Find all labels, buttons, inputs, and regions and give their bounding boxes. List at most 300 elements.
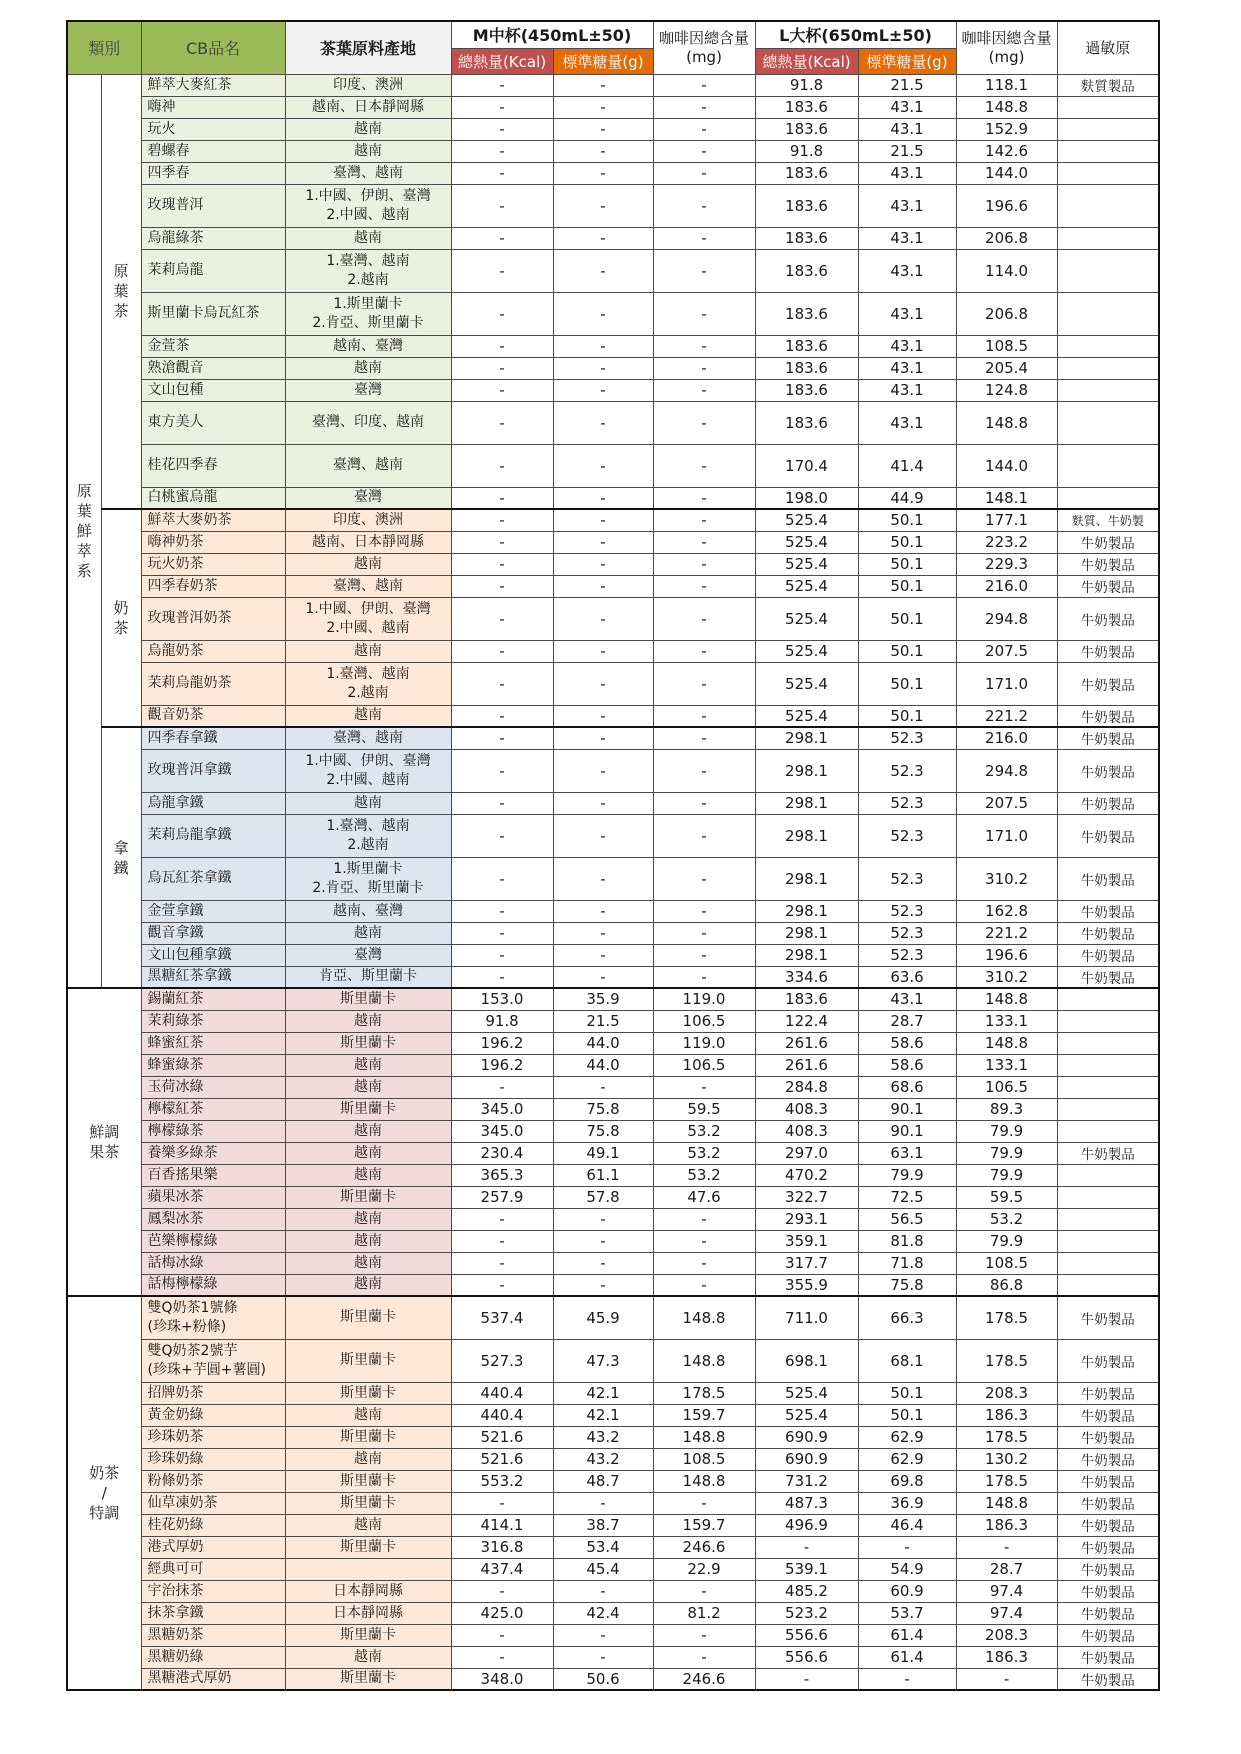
l-caffeine-cell: 108.5 (956, 335, 1057, 357)
m-caffeine-cell: - (653, 857, 755, 900)
m-sugar-cell: 44.0 (553, 1054, 653, 1076)
m-calories-cell: - (451, 966, 553, 988)
m-calories-cell: - (451, 1646, 553, 1668)
allergen-cell (1057, 184, 1159, 227)
l-sugar-cell: 90.1 (858, 1098, 956, 1120)
m-sugar-cell: - (553, 227, 653, 249)
origin-cell: 臺灣、印度、越南 (285, 401, 451, 444)
m-calories-cell: - (451, 118, 553, 140)
product-name-cell: 話梅冰綠 (141, 1252, 285, 1274)
l-caffeine-cell: 208.3 (956, 1624, 1057, 1646)
m-caffeine-cell: - (653, 575, 755, 597)
table-row (67, 357, 1159, 379)
origin-cell: 越南 (285, 792, 451, 814)
l-calories-cell: 690.9 (755, 1448, 858, 1470)
origin-cell: 斯里蘭卡 (285, 1098, 451, 1120)
origin-cell: 越南 (285, 1448, 451, 1470)
m-calories-cell: 425.0 (451, 1602, 553, 1624)
product-name-cell: 觀音拿鐵 (141, 922, 285, 944)
m-caffeine-cell: - (653, 401, 755, 444)
l-sugar-cell: 50.1 (858, 640, 956, 662)
l-caffeine-cell: 294.8 (956, 749, 1057, 792)
product-name-cell: 鮮萃大麥紅茶 (141, 74, 285, 96)
m-calories-cell: 414.1 (451, 1514, 553, 1536)
product-name-cell: 黑糖港式厚奶 (141, 1668, 285, 1690)
l-calories-cell: 359.1 (755, 1230, 858, 1252)
l-calories-cell: 539.1 (755, 1558, 858, 1580)
l-calories-cell: 298.1 (755, 857, 858, 900)
m-sugar-cell: 57.8 (553, 1186, 653, 1208)
l-caffeine-cell: 294.8 (956, 597, 1057, 640)
m-sugar-cell: - (553, 749, 653, 792)
origin-cell: 越南 (285, 1646, 451, 1668)
header-l-caffeine: 咖啡因總含量(mg) (956, 21, 1057, 74)
m-caffeine-cell: 22.9 (653, 1558, 755, 1580)
l-sugar-cell: - (858, 1668, 956, 1690)
allergen-cell: 麩質、牛奶製 (1057, 509, 1159, 531)
table-row (67, 227, 1159, 249)
l-calories-cell: 731.2 (755, 1470, 858, 1492)
m-calories-cell: - (451, 857, 553, 900)
l-caffeine-cell: 106.5 (956, 1076, 1057, 1098)
product-name-cell: 珍珠奶綠 (141, 1448, 285, 1470)
l-sugar-cell: 81.8 (858, 1230, 956, 1252)
allergen-cell: 牛奶製品 (1057, 1536, 1159, 1558)
l-sugar-cell: 60.9 (858, 1580, 956, 1602)
m-caffeine-cell: - (653, 509, 755, 531)
m-calories-cell: - (451, 162, 553, 184)
origin-cell: 越南 (285, 1142, 451, 1164)
m-caffeine-cell: - (653, 1208, 755, 1230)
l-calories-cell: 298.1 (755, 900, 858, 922)
l-sugar-cell: 61.4 (858, 1646, 956, 1668)
l-calories-cell: 711.0 (755, 1296, 858, 1339)
m-calories-cell: - (451, 900, 553, 922)
m-calories-cell: 91.8 (451, 1010, 553, 1032)
m-calories-cell: - (451, 814, 553, 857)
l-caffeine-cell: 148.8 (956, 96, 1057, 118)
allergen-cell (1057, 140, 1159, 162)
allergen-cell: 牛奶製品 (1057, 1404, 1159, 1426)
l-sugar-cell: 43.1 (858, 401, 956, 444)
l-calories-cell: 298.1 (755, 814, 858, 857)
l-calories-cell: 170.4 (755, 444, 858, 487)
m-calories-cell: 345.0 (451, 1098, 553, 1120)
l-caffeine-cell: 186.3 (956, 1404, 1057, 1426)
l-calories-cell: 183.6 (755, 162, 858, 184)
table-row (67, 922, 1159, 944)
origin-cell: 臺灣、越南 (285, 575, 451, 597)
l-caffeine-cell: 205.4 (956, 357, 1057, 379)
m-caffeine-cell: - (653, 597, 755, 640)
m-caffeine-cell: - (653, 162, 755, 184)
l-sugar-cell: 21.5 (858, 140, 956, 162)
allergen-cell: 牛奶製品 (1057, 1624, 1159, 1646)
m-sugar-cell: 35.9 (553, 988, 653, 1010)
origin-cell: 1.中國、伊朗、臺灣 2.中國、越南 (285, 184, 451, 227)
table-row (67, 1448, 1159, 1470)
l-calories-cell: 183.6 (755, 357, 858, 379)
l-sugar-cell: 52.3 (858, 749, 956, 792)
m-sugar-cell: 45.9 (553, 1296, 653, 1339)
table-row (67, 553, 1159, 575)
m-caffeine-cell: - (653, 966, 755, 988)
l-calories-cell: 298.1 (755, 749, 858, 792)
l-caffeine-cell: 152.9 (956, 118, 1057, 140)
product-name-cell: 嗨神 (141, 96, 285, 118)
m-sugar-cell: - (553, 357, 653, 379)
m-sugar-cell: - (553, 1076, 653, 1098)
m-caffeine-cell: - (653, 727, 755, 749)
m-sugar-cell: - (553, 1624, 653, 1646)
l-sugar-cell: 21.5 (858, 74, 956, 96)
allergen-cell: 牛奶製品 (1057, 792, 1159, 814)
l-sugar-cell: - (858, 1536, 956, 1558)
l-sugar-cell: 62.9 (858, 1426, 956, 1448)
table-row (67, 1470, 1159, 1492)
table-body (67, 74, 1159, 1690)
m-sugar-cell: - (553, 922, 653, 944)
m-caffeine-cell: - (653, 96, 755, 118)
allergen-cell (1057, 444, 1159, 487)
m-caffeine-cell: 53.2 (653, 1164, 755, 1186)
l-calories-cell: 470.2 (755, 1164, 858, 1186)
m-calories-cell: 521.6 (451, 1426, 553, 1448)
table-row (67, 1252, 1159, 1274)
origin-cell: 日本靜岡縣 (285, 1580, 451, 1602)
m-calories-cell: 521.6 (451, 1448, 553, 1470)
product-name-cell: 玉荷冰綠 (141, 1076, 285, 1098)
l-sugar-cell: 50.1 (858, 575, 956, 597)
m-calories-cell: - (451, 357, 553, 379)
m-calories-cell: 553.2 (451, 1470, 553, 1492)
product-name-cell: 文山包種 (141, 379, 285, 401)
table-row (67, 531, 1159, 553)
l-caffeine-cell: 148.1 (956, 487, 1057, 509)
allergen-cell: 麩質製品 (1057, 74, 1159, 96)
table-row (67, 597, 1159, 640)
l-calories-cell: 525.4 (755, 640, 858, 662)
product-name-cell: 東方美人 (141, 401, 285, 444)
l-calories-cell: 698.1 (755, 1339, 858, 1382)
l-caffeine-cell: 130.2 (956, 1448, 1057, 1470)
l-sugar-cell: 43.1 (858, 292, 956, 335)
m-sugar-cell: 44.0 (553, 1032, 653, 1054)
l-calories-cell: 525.4 (755, 509, 858, 531)
product-name-cell: 文山包種拿鐵 (141, 944, 285, 966)
l-sugar-cell: 43.1 (858, 357, 956, 379)
m-calories-cell: - (451, 249, 553, 292)
l-calories-cell: 523.2 (755, 1602, 858, 1624)
l-sugar-cell: 66.3 (858, 1296, 956, 1339)
m-caffeine-cell: - (653, 662, 755, 705)
allergen-cell (1057, 487, 1159, 509)
l-caffeine-cell: 89.3 (956, 1098, 1057, 1120)
l-sugar-cell: 69.8 (858, 1470, 956, 1492)
l-calories-cell: 183.6 (755, 118, 858, 140)
l-calories-cell: 183.6 (755, 335, 858, 357)
l-sugar-cell: 50.1 (858, 553, 956, 575)
origin-cell: 1.中國、伊朗、臺灣 2.中國、越南 (285, 597, 451, 640)
origin-cell: 斯里蘭卡 (285, 1668, 451, 1690)
allergen-cell (1057, 227, 1159, 249)
m-caffeine-cell: 47.6 (653, 1186, 755, 1208)
origin-cell: 斯里蘭卡 (285, 1492, 451, 1514)
l-sugar-cell: 75.8 (858, 1274, 956, 1296)
table-row (67, 1098, 1159, 1120)
m-caffeine-cell: - (653, 922, 755, 944)
table-row (67, 1668, 1159, 1690)
m-calories-cell: - (451, 140, 553, 162)
table-row (67, 292, 1159, 335)
product-name-cell: 蜂蜜綠茶 (141, 1054, 285, 1076)
table-row (67, 944, 1159, 966)
l-caffeine-cell: 206.8 (956, 292, 1057, 335)
allergen-cell: 牛奶製品 (1057, 749, 1159, 792)
l-calories-cell: 298.1 (755, 727, 858, 749)
product-name-cell: 烏瓦紅茶拿鐵 (141, 857, 285, 900)
m-calories-cell: - (451, 335, 553, 357)
m-sugar-cell: - (553, 727, 653, 749)
m-calories-cell: - (451, 640, 553, 662)
m-calories-cell: - (451, 1492, 553, 1514)
allergen-cell: 牛奶製品 (1057, 1646, 1159, 1668)
l-sugar-cell: 52.3 (858, 857, 956, 900)
l-sugar-cell: 56.5 (858, 1208, 956, 1230)
m-sugar-cell: - (553, 96, 653, 118)
m-calories-cell: - (451, 553, 553, 575)
table-row (67, 249, 1159, 292)
allergen-cell (1057, 1252, 1159, 1274)
l-calories-cell: 525.4 (755, 597, 858, 640)
m-sugar-cell: - (553, 597, 653, 640)
allergen-cell (1057, 1098, 1159, 1120)
table-row (67, 900, 1159, 922)
l-calories-cell: 525.4 (755, 662, 858, 705)
l-sugar-cell: 43.1 (858, 96, 956, 118)
m-caffeine-cell: - (653, 227, 755, 249)
m-calories-cell: - (451, 227, 553, 249)
origin-cell: 斯里蘭卡 (285, 1339, 451, 1382)
table-row (67, 1404, 1159, 1426)
m-sugar-cell: 61.1 (553, 1164, 653, 1186)
m-sugar-cell: - (553, 705, 653, 727)
l-sugar-cell: 54.9 (858, 1558, 956, 1580)
l-sugar-cell: 50.1 (858, 1404, 956, 1426)
l-caffeine-cell: 171.0 (956, 814, 1057, 857)
m-calories-cell: - (451, 531, 553, 553)
l-caffeine-cell: 118.1 (956, 74, 1057, 96)
l-caffeine-cell: 207.5 (956, 792, 1057, 814)
l-caffeine-cell: 178.5 (956, 1426, 1057, 1448)
m-caffeine-cell: - (653, 1624, 755, 1646)
m-sugar-cell: 42.1 (553, 1404, 653, 1426)
table-row (67, 1032, 1159, 1054)
allergen-cell: 牛奶製品 (1057, 1296, 1159, 1339)
origin-cell: 臺灣、越南 (285, 444, 451, 487)
m-caffeine-cell: - (653, 1492, 755, 1514)
product-name-cell: 觀音奶茶 (141, 705, 285, 727)
l-caffeine-cell: 223.2 (956, 531, 1057, 553)
m-calories-cell: 316.8 (451, 1536, 553, 1558)
product-name-cell: 黑糖紅茶拿鐵 (141, 966, 285, 988)
product-name-cell: 碧螺春 (141, 140, 285, 162)
m-caffeine-cell: - (653, 140, 755, 162)
l-calories-cell: 525.4 (755, 1404, 858, 1426)
m-caffeine-cell: - (653, 1252, 755, 1274)
l-calories-cell: 298.1 (755, 944, 858, 966)
table-row (67, 74, 1159, 96)
l-sugar-cell: 46.4 (858, 1514, 956, 1536)
origin-cell: 斯里蘭卡 (285, 1426, 451, 1448)
header-m-sugar: 標準糖量(g) (553, 48, 653, 74)
m-caffeine-cell: 53.2 (653, 1142, 755, 1164)
l-calories-cell: 487.3 (755, 1492, 858, 1514)
m-caffeine-cell: - (653, 1230, 755, 1252)
allergen-cell: 牛奶製品 (1057, 1339, 1159, 1382)
m-caffeine-cell: 108.5 (653, 1448, 755, 1470)
origin-cell: 斯里蘭卡 (285, 1470, 451, 1492)
origin-cell: 臺灣 (285, 379, 451, 401)
m-sugar-cell: - (553, 401, 653, 444)
product-name-cell: 鳳梨冰茶 (141, 1208, 285, 1230)
l-sugar-cell: 50.1 (858, 1382, 956, 1404)
table-row (67, 335, 1159, 357)
header-m-calories: 總熱量(Kcal) (451, 48, 553, 74)
m-sugar-cell: - (553, 944, 653, 966)
l-caffeine-cell: 171.0 (956, 662, 1057, 705)
allergen-cell (1057, 1010, 1159, 1032)
l-calories-cell: 122.4 (755, 1010, 858, 1032)
product-name-cell: 金萱拿鐵 (141, 900, 285, 922)
allergen-cell (1057, 335, 1159, 357)
m-sugar-cell: - (553, 1492, 653, 1514)
product-name-cell: 檸檬紅茶 (141, 1098, 285, 1120)
m-sugar-cell: - (553, 1580, 653, 1602)
l-sugar-cell: 52.3 (858, 814, 956, 857)
l-caffeine-cell: 124.8 (956, 379, 1057, 401)
product-name-cell: 黑糖奶茶 (141, 1624, 285, 1646)
m-caffeine-cell: 119.0 (653, 988, 755, 1010)
m-caffeine-cell: 246.6 (653, 1536, 755, 1558)
m-calories-cell: - (451, 1624, 553, 1646)
m-sugar-cell: - (553, 857, 653, 900)
category-inner-cell: 奶 茶 (101, 509, 141, 727)
allergen-cell: 牛奶製品 (1057, 814, 1159, 857)
l-sugar-cell: 44.9 (858, 487, 956, 509)
m-caffeine-cell: 148.8 (653, 1296, 755, 1339)
header-origin: 茶葉原料產地 (285, 21, 451, 74)
m-caffeine-cell: 106.5 (653, 1054, 755, 1076)
origin-cell: 越南、臺灣 (285, 335, 451, 357)
table-row (67, 1624, 1159, 1646)
l-calories-cell: 297.0 (755, 1142, 858, 1164)
allergen-cell (1057, 988, 1159, 1010)
m-caffeine-cell: - (653, 184, 755, 227)
m-sugar-cell: - (553, 1274, 653, 1296)
origin-cell: 越南、日本靜岡縣 (285, 96, 451, 118)
product-name-cell: 玩火奶茶 (141, 553, 285, 575)
allergen-cell: 牛奶製品 (1057, 1668, 1159, 1690)
product-name-cell: 四季春拿鐵 (141, 727, 285, 749)
l-caffeine-cell: 178.5 (956, 1296, 1057, 1339)
l-sugar-cell: 43.1 (858, 118, 956, 140)
allergen-cell (1057, 96, 1159, 118)
l-caffeine-cell: 178.5 (956, 1470, 1057, 1492)
m-sugar-cell: 48.7 (553, 1470, 653, 1492)
l-calories-cell: - (755, 1668, 858, 1690)
m-caffeine-cell: - (653, 118, 755, 140)
m-sugar-cell: - (553, 74, 653, 96)
product-name-cell: 茉莉烏龍拿鐵 (141, 814, 285, 857)
m-calories-cell: - (451, 1252, 553, 1274)
origin-cell: 1.臺灣、越南 2.越南 (285, 249, 451, 292)
origin-cell (285, 1558, 451, 1580)
l-caffeine-cell: 196.6 (956, 184, 1057, 227)
l-caffeine-cell: 148.8 (956, 401, 1057, 444)
table-row (67, 1492, 1159, 1514)
l-caffeine-cell: 148.8 (956, 1492, 1057, 1514)
header-m-cup: M中杯(450mL±50) (451, 21, 653, 48)
m-caffeine-cell: - (653, 1274, 755, 1296)
l-calories-cell: 525.4 (755, 705, 858, 727)
l-caffeine-cell: 108.5 (956, 1252, 1057, 1274)
m-calories-cell: - (451, 96, 553, 118)
m-calories-cell: - (451, 727, 553, 749)
l-calories-cell: 355.9 (755, 1274, 858, 1296)
allergen-cell (1057, 1164, 1159, 1186)
table-row (67, 1120, 1159, 1142)
m-sugar-cell: - (553, 335, 653, 357)
m-sugar-cell: - (553, 531, 653, 553)
l-calories-cell: 293.1 (755, 1208, 858, 1230)
allergen-cell: 牛奶製品 (1057, 966, 1159, 988)
l-sugar-cell: 43.1 (858, 988, 956, 1010)
m-calories-cell: 440.4 (451, 1404, 553, 1426)
product-name-cell: 烏龍綠茶 (141, 227, 285, 249)
product-name-cell: 金萱茶 (141, 335, 285, 357)
product-name-cell: 芭樂檸檬綠 (141, 1230, 285, 1252)
table-row (67, 1208, 1159, 1230)
m-calories-cell: 365.3 (451, 1164, 553, 1186)
allergen-cell (1057, 1230, 1159, 1252)
m-sugar-cell: - (553, 640, 653, 662)
m-caffeine-cell: - (653, 749, 755, 792)
m-caffeine-cell: - (653, 1646, 755, 1668)
table-row (67, 1580, 1159, 1602)
origin-cell: 越南 (285, 1230, 451, 1252)
m-sugar-cell: - (553, 1252, 653, 1274)
l-caffeine-cell: 216.0 (956, 727, 1057, 749)
product-name-cell: 黃金奶綠 (141, 1404, 285, 1426)
m-caffeine-cell: 53.2 (653, 1120, 755, 1142)
table-row (67, 857, 1159, 900)
l-calories-cell: 298.1 (755, 922, 858, 944)
product-name-cell: 檸檬綠茶 (141, 1120, 285, 1142)
l-sugar-cell: 58.6 (858, 1032, 956, 1054)
l-calories-cell: 198.0 (755, 487, 858, 509)
l-calories-cell: 183.6 (755, 96, 858, 118)
m-caffeine-cell: - (653, 444, 755, 487)
l-calories-cell: 408.3 (755, 1120, 858, 1142)
m-calories-cell: 153.0 (451, 988, 553, 1010)
origin-cell: 臺灣、越南 (285, 162, 451, 184)
table-row (67, 379, 1159, 401)
m-sugar-cell: - (553, 792, 653, 814)
l-sugar-cell: 62.9 (858, 1448, 956, 1470)
l-caffeine-cell: 148.8 (956, 1032, 1057, 1054)
table-row (67, 640, 1159, 662)
